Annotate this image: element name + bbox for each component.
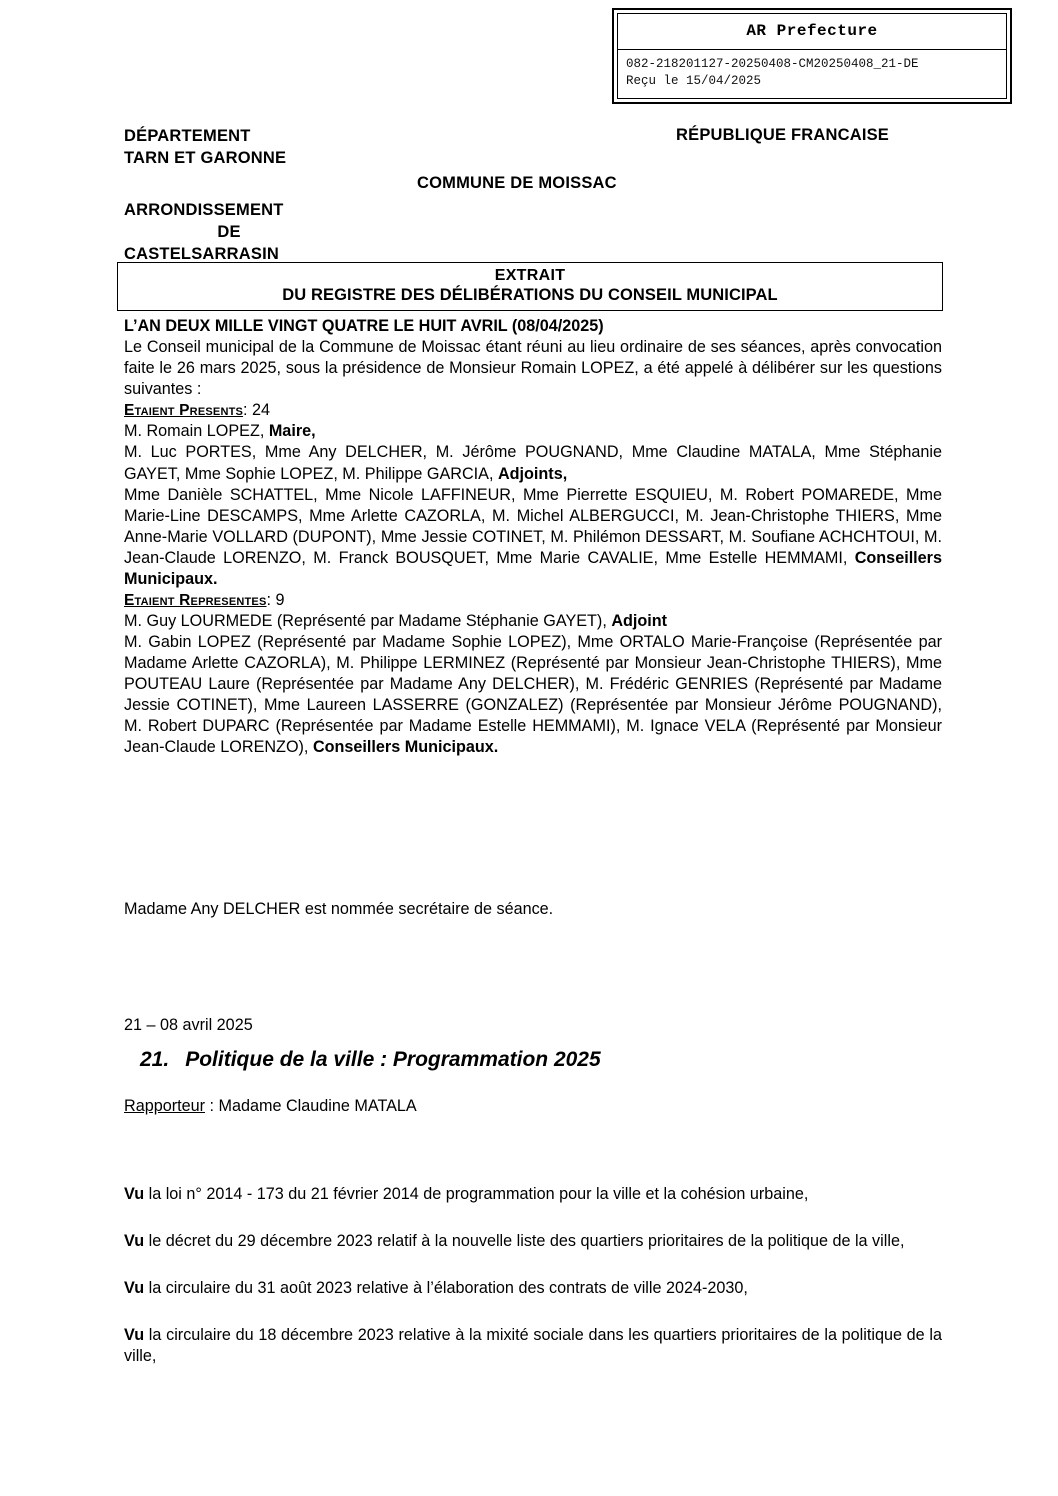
- deliberation-title: Politique de la ville : Programmation 2025: [185, 1048, 601, 1071]
- conseillers-present-role: Conseillers Municipaux.: [124, 548, 942, 588]
- department-label: DÉPARTEMENT: [124, 127, 251, 145]
- representes-line: [124, 632, 942, 758]
- represente-adjoint-role: Adjoint: [611, 612, 668, 631]
- vu-prefix: Vu: [124, 1326, 145, 1345]
- adjoints-role: Adjoints,: [497, 464, 568, 483]
- vu-prefix: Vu: [124, 1185, 145, 1204]
- vu-item: [124, 1231, 942, 1252]
- vu-item: [124, 1325, 942, 1367]
- maire-name: M. Romain LOPEZ,: [124, 422, 269, 441]
- ar-prefecture-details: [618, 50, 1006, 98]
- ar-prefecture-reference: 082-218201127-20250408-CM20250408_21-DE: [626, 57, 919, 71]
- arrondissement-label: ARRONDISSEMENT: [124, 201, 284, 219]
- maire-line: [124, 421, 942, 442]
- session-date-line: L’AN DEUX MILLE VINGT QUATRE LE HUIT AVRIL (08/04/2025): [124, 317, 604, 335]
- vu-item: [124, 1184, 942, 1205]
- presents-heading: [124, 400, 942, 421]
- extrait-subtitle: DU REGISTRE DES DÉLIBÉRATIONS DU CONSEIL MUNICIPAL: [282, 286, 778, 304]
- representes-count: : 9: [266, 590, 285, 609]
- conseillers-present-names: Mme Danièle SCHATTEL, Mme Nicole LAFFINEUR, Mme Pierrette ESQUIEU, M. Robert POMAREDE, Mme Marie-Line DESCAMPS, Mme Arlette CAZORLA, M. Michel ALBERGUCCI, M. Jean-Christophe THIERS, Mme Anne-Marie VOLLARD (DUPONT), Mme Jessie COTINET, M. Philémon DESSART, M. Soufiane ACHCHTOUI, M. Jean-Claude LORENZO, M. Franck BOUSQUET, Mme Marie CAVALIE, Mme Estelle HEMMAMI,: [124, 485, 942, 567]
- represente-adjoint-name: M. Guy LOURMEDE (Représenté par Madame Stéphanie GAYET),: [124, 612, 612, 631]
- extrait-box: [117, 262, 943, 311]
- session-intro-paragraph: Le Conseil municipal de la Commune de Moissac étant réuni au lieu ordinaire de ses séances, après convocation faite le 26 mars 2025, sous la présidence de Monsieur Romain LOPEZ, a été appelé à délibérer sur les questions suivantes :: [124, 338, 942, 399]
- presents-label: Etaient Presents: [124, 402, 244, 420]
- department-name: TARN ET GARONNE: [124, 148, 287, 167]
- presents-count: : 24: [243, 401, 271, 420]
- vu-prefix: Vu: [124, 1232, 145, 1251]
- representes-label: Etaient Representes: [124, 591, 267, 609]
- rapporteur-value: : Madame Claudine MATALA: [205, 1097, 417, 1115]
- vu-item: [124, 1278, 942, 1299]
- ar-prefecture-stamp: [612, 8, 1012, 104]
- adjoints-line: [124, 442, 942, 484]
- ar-prefecture-received-date: Reçu le 15/04/2025: [626, 73, 762, 88]
- arrondissement-block: [124, 200, 334, 266]
- vu-text: la circulaire du 31 août 2023 relative à l’élaboration des contrats de ville 2024-2030,: [144, 1279, 748, 1298]
- department-block: [124, 126, 286, 170]
- maire-role: Maire,: [268, 422, 316, 441]
- rapporteur-label: Rapporteur: [124, 1097, 205, 1115]
- secretary-line: Madame Any DELCHER est nommée secrétaire de séance.: [124, 900, 554, 918]
- ar-prefecture-title: AR Prefecture: [618, 14, 1006, 50]
- vu-prefix: Vu: [124, 1279, 145, 1298]
- deliberation-number: 21.: [140, 1048, 170, 1071]
- arrondissement-name: CASTELSARRASIN: [124, 244, 279, 263]
- extrait-title: EXTRAIT: [494, 267, 566, 284]
- vu-text: la circulaire du 18 décembre 2023 relative à la mixité sociale dans les quartiers prioritaires de la politique de la ville,: [124, 1326, 942, 1366]
- document-header: [0, 126, 1058, 266]
- representes-heading: [124, 590, 942, 611]
- representes-role: Conseillers Municipaux.: [312, 738, 499, 757]
- conseillers-present-line: [124, 485, 942, 590]
- commune-label: COMMUNE DE MOISSAC: [417, 174, 617, 192]
- representes-names: M. Gabin LOPEZ (Représenté par Madame Sophie LOPEZ), Mme ORTALO Marie-Françoise (Représentée par Madame Arlette CAZORLA), M. Philippe LERMINEZ (Représenté par Monsieur Jean-Christophe THIERS), Mme POUTEAU Laure (Représentée par Madame Any DELCHER), M. Frédéric GENRIES (Représenté par Madame Jessie COTINET), Mme Laureen LASSERRE (GONZALEZ) (Représentée par Monsieur Jérôme POUGNAND), M. Robert DUPARC (Représentée par Madame Estelle HEMMAMI), M. Ignace VELA (Représenté par Monsieur Jean-Claude LORENZO),: [124, 633, 942, 757]
- represente-adjoint-line: [124, 611, 942, 632]
- adjoints-names: M. Luc PORTES, Mme Any DELCHER, M. Jérôme POUGNAND, Mme Claudine MATALA, Mme Stéphanie GAYET, Mme Sophie LOPEZ, M. Philippe GARCIA,: [124, 443, 942, 483]
- deliberation-title-block: [140, 1048, 601, 1072]
- republique-francaise-label: RÉPUBLIQUE FRANCAISE: [676, 126, 890, 144]
- rapporteur-line: [124, 1097, 417, 1116]
- vu-text: la loi n° 2014 - 173 du 21 février 2014 de programmation pour la ville et la cohésion urbaine,: [144, 1185, 809, 1204]
- document-body: [124, 316, 942, 758]
- arrondissement-de: DE: [217, 222, 241, 241]
- ar-prefecture-stamp-inner: [617, 13, 1007, 99]
- deliberation-reference: 21 – 08 avril 2025: [124, 1016, 253, 1034]
- vu-list: [124, 1168, 942, 1368]
- vu-text: le décret du 29 décembre 2023 relatif à la nouvelle liste des quartiers prioritaires de la politique de la ville,: [144, 1232, 905, 1251]
